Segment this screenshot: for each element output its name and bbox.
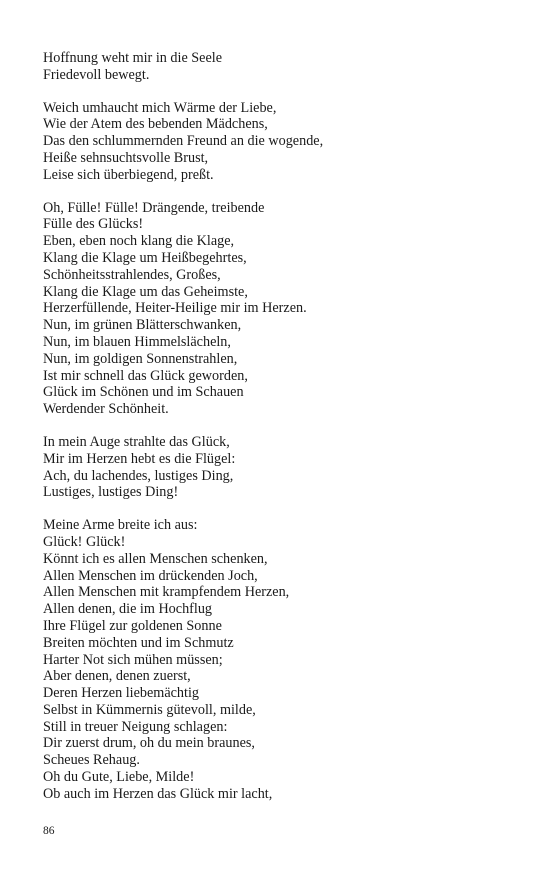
poem-line: Lustiges, lustiges Ding! [43,484,179,501]
poem-line: Allen denen, die im Hochflug [43,601,213,618]
poem-line: Weich umhaucht mich Wärme der Liebe, [43,99,277,116]
poem-line: Nun, im blauen Himmelslächeln, [43,333,231,350]
poem-line: Scheues Rehaug. [43,752,140,769]
poem-line: Fülle des Glücks! [43,216,144,233]
stanza-5 [43,517,513,803]
poem-line: In mein Auge strahlte das Glück, [43,433,230,450]
poem-line: Still in treuer Neigung schlagen: [43,718,228,735]
stanza-2 [43,100,513,184]
poem-line: Ist mir schnell das Glück geworden, [43,367,248,384]
poem-line: Glück im Schönen und im Schauen [43,384,244,401]
poem-line: Oh, Fülle! Fülle! Drängende, treibende [43,199,265,216]
stanza-1 [43,50,513,84]
poem-line: Herzerfüllende, Heiter-Heilige mir im Herzen. [43,300,307,317]
poem-line: Breiten möchten und im Schmutz [43,634,234,651]
poem-line: Deren Herzen liebemächtig [43,685,199,702]
poem-line: Eben, eben noch klang die Klage, [43,233,235,250]
poem-line: Das den schlummernden Freund an die wogende, [43,133,324,150]
poem-line: Meine Arme breite ich aus: [43,517,198,534]
page-number: 86 [43,825,55,837]
poem-line: Aber denen, denen zuerst, [43,668,191,685]
poem-line: Allen Menschen im drückenden Joch, [43,567,258,584]
poem-line: Ihre Flügel zur goldenen Sonne [43,617,222,634]
poem-line: Hoffnung weht mir in die Seele [43,50,223,66]
poem-line: Klang die Klage um das Geheimste, [43,283,248,300]
stanza-4 [43,434,513,501]
poem-line: Glück! Glück! [43,533,126,550]
poem-line: Harter Not sich mühen müssen; [43,651,223,668]
poem-text [43,50,513,819]
poem-line: Ob auch im Herzen das Glück mir lacht, [43,785,273,802]
poem-line: Dir zuerst drum, oh du mein braunes, [43,735,255,752]
poem-line: Leise sich überbiegend, preßt. [43,166,214,183]
poem-line: Ach, du lachendes, lustiges Ding, [43,467,234,484]
poem-line: Mir im Herzen hebt es die Flügel: [43,450,236,467]
poem-line: Wie der Atem des bebenden Mädchens, [43,116,268,133]
poem-line: Nun, im grünen Blätterschwanken, [43,317,242,334]
poem-line: Schönheitsstrahlendes, Großes, [43,266,221,283]
stanza-3 [43,200,513,418]
poem-line: Könnt ich es allen Menschen schenken, [43,550,268,567]
poem-line: Werdender Schönheit. [43,401,169,418]
poem-line: Friedevoll bewegt. [43,66,150,83]
poem-line: Allen Menschen mit krampfendem Herzen, [43,584,290,601]
poem-line: Nun, im goldigen Sonnenstrahlen, [43,350,238,367]
poem-line: Heiße sehnsuchtsvolle Brust, [43,149,209,166]
poem-line: Klang die Klage um Heißbegehrtes, [43,249,247,266]
poem-line: Oh du Gute, Liebe, Milde! [43,769,195,786]
poem-line: Selbst in Kümmernis gütevoll, milde, [43,701,256,718]
